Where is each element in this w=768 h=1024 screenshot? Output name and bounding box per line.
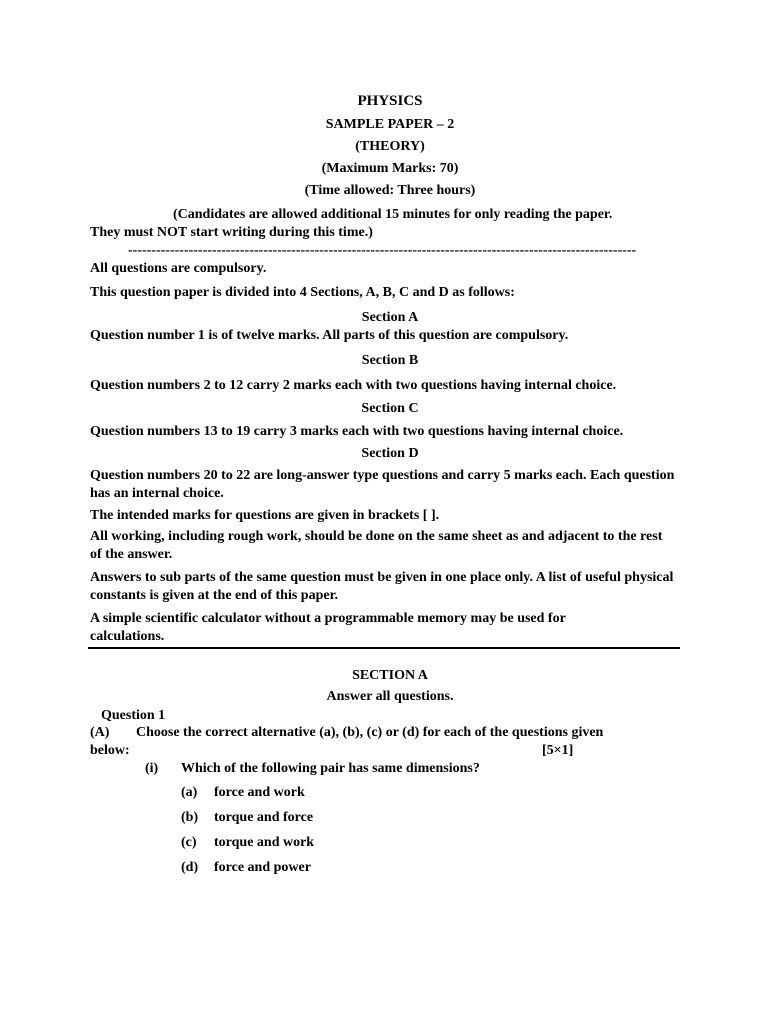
section-a-subtitle: Answer all questions.: [326, 689, 454, 704]
option-label: (a): [181, 785, 198, 800]
sub-parts-note: Answers to sub parts of the same question must be given in one place only. A list of useful physical constants is given at the end of this paper.: [90, 570, 674, 603]
dashed-divider: -------------------------------------------------------------------------------------------------------------: [128, 243, 637, 258]
section-d-description: Question numbers 20 to 22 are long-answer type questions and carry 5 marks each. Each question has an internal choice.: [90, 468, 675, 501]
option-label: (b): [181, 810, 199, 825]
paper-type: (THEORY): [355, 139, 425, 154]
paper-title: SAMPLE PAPER – 2: [325, 117, 455, 132]
time-allowed: (Time allowed: Three hours): [304, 183, 476, 198]
option-text: torque and work: [214, 835, 315, 850]
max-marks: (Maximum Marks: 70): [321, 161, 459, 176]
reading-note-line2: They must NOT start writing during this time.): [90, 225, 373, 240]
marks-label: [5×1]: [542, 743, 574, 758]
horizontal-rule: [88, 647, 680, 649]
part-label: (A): [90, 725, 110, 740]
subject-title: PHYSICS: [357, 93, 423, 109]
part-instruction-line2: below:: [90, 743, 130, 758]
option-label: (d): [181, 860, 199, 875]
section-d-heading: Section D: [361, 446, 419, 461]
division-note: This question paper is divided into 4 Sections, A, B, C and D as follows:: [90, 285, 515, 300]
section-a-title: SECTION A: [352, 668, 428, 683]
section-a-description: Question number 1 is of twelve marks. All parts of this question are compulsory.: [90, 328, 569, 343]
part-instruction-line1: Choose the correct alternative (a), (b), (c) or (d) for each of the questions given: [136, 725, 604, 740]
option-text: torque and force: [214, 810, 314, 825]
section-b-description: Question numbers 2 to 12 carry 2 marks each with two questions having internal choice.: [90, 378, 617, 393]
option-text: force and power: [214, 860, 311, 875]
rough-work-note: All working, including rough work, should be done on the same sheet as and adjacent to the rest of the answer.: [90, 529, 663, 562]
section-b-heading: Section B: [361, 353, 419, 368]
section-a-heading: Section A: [361, 310, 419, 325]
option-label: (c): [181, 835, 197, 850]
question-number: (i): [145, 761, 159, 776]
section-c-heading: Section C: [361, 401, 419, 416]
option-text: force and work: [214, 785, 305, 800]
marks-brackets-note: The intended marks for questions are given in brackets [ ].: [90, 508, 440, 523]
compulsory-note: All questions are compulsory.: [90, 261, 267, 276]
question-label: Question 1: [101, 708, 166, 723]
section-c-description: Question numbers 13 to 19 carry 3 marks each with two questions having internal choice.: [90, 424, 624, 439]
question-text: Which of the following pair has same dimensions?: [181, 761, 480, 776]
calculator-note: A simple scientific calculator without a programmable memory may be used for calculations.: [90, 611, 566, 644]
reading-note-line1: (Candidates are allowed additional 15 minutes for only reading the paper.: [173, 207, 613, 222]
